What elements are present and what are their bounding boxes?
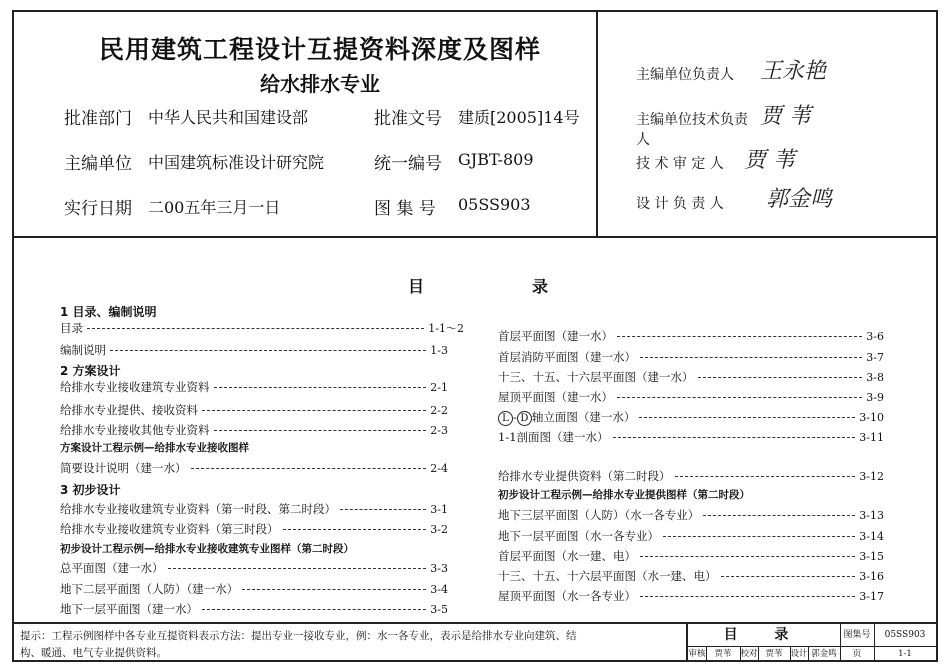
- toc-subheading: 方案设计工程示例—给排水专业接收图样: [60, 442, 249, 454]
- toc-entry-page: 3-7: [866, 350, 884, 364]
- signature-label: 设 计 负 责 人: [636, 196, 724, 212]
- toc-entry[interactable]: [498, 327, 884, 345]
- meta-value-effective-date: 二00五年三月一日: [148, 198, 281, 217]
- leader-dots: [639, 417, 855, 418]
- toc-entry-page: 3-15: [859, 549, 884, 563]
- toc-entry[interactable]: [498, 587, 884, 605]
- review-label: 审核: [688, 646, 707, 662]
- toc-entry-text: 目录: [60, 321, 83, 335]
- atlas-no-value: 05SS903: [874, 624, 936, 647]
- toc-entry-text: 轴立面图（建一水）: [531, 409, 636, 424]
- footer-title-box: [686, 624, 938, 662]
- axis-circle-l: L: [498, 411, 513, 426]
- footer-note-line: 构、暖通、电气专业提供资料。: [20, 647, 167, 659]
- handwritten-signature: 王永艳: [760, 59, 827, 84]
- footer-note-line: 提示：工程示例图样中各专业互提资料表示方法：提出专业一接收专业，例：水一各专业，表示是给排水专业向建筑、结: [20, 630, 577, 642]
- toc-entry-text: 首层消防平面图（建一水）: [498, 350, 636, 364]
- leader-dots: [640, 357, 862, 358]
- toc-entry-page: 3-14: [859, 529, 884, 543]
- toc-entry-text: 屋顶平面图（水一各专业）: [498, 589, 636, 603]
- toc-entry[interactable]: [498, 388, 884, 406]
- toc-entry-text: 给排水专业提供资料（第二时段）: [498, 469, 671, 483]
- toc-entry-text: 给排水专业接收建筑专业资料（第三时段）: [60, 522, 279, 536]
- toc-section-1: 1 目录、编制说明: [60, 305, 157, 319]
- leader-dots: [283, 529, 427, 530]
- signature-label: 主编单位负责人: [636, 67, 734, 83]
- toc-entry[interactable]: [498, 467, 884, 485]
- leader-dots: [617, 336, 862, 337]
- leader-dots: [202, 609, 426, 610]
- handwritten-signature: 贾 苇: [760, 104, 811, 129]
- meta-value-approval-dept: 中华人民共和国建设部: [148, 108, 309, 127]
- toc-entry-text: 首层平面图（水一建、电）: [498, 549, 636, 563]
- footer-note: [20, 628, 600, 662]
- toc-entry-page: 1-1～2: [428, 322, 464, 335]
- toc-entry-page: 3-6: [866, 329, 884, 343]
- toc-entry-page: 2-4: [430, 461, 448, 475]
- footer-box-title: 目 录: [688, 624, 841, 647]
- check-label: 校对: [740, 646, 759, 662]
- leader-dots: [663, 536, 855, 537]
- title-block: [14, 12, 936, 238]
- signature-row: [636, 153, 754, 173]
- meta-label-atlas-no: 图 集 号: [374, 199, 436, 219]
- meta-value-unified-no: GJBT-809: [458, 150, 534, 169]
- toc-entry-page: 3-12: [859, 469, 884, 483]
- toc-entry-page: 3-4: [430, 582, 448, 596]
- toc-entry[interactable]: [498, 368, 884, 386]
- leader-dots: [168, 568, 427, 569]
- leader-dots: [110, 350, 426, 351]
- signature-row: [636, 64, 754, 84]
- toc-section-2: 2 方案设计: [60, 364, 121, 378]
- toc-entry[interactable]: [60, 319, 464, 337]
- toc-entry[interactable]: [498, 348, 884, 366]
- toc-entry[interactable]: [498, 506, 884, 524]
- toc-entry-page: 2-2: [430, 403, 448, 417]
- meta-label-effective-date: 实行日期: [64, 199, 132, 219]
- meta-value-atlas-no: 05SS903: [458, 195, 531, 214]
- title-block-left: [14, 12, 598, 236]
- toc-entry-text: 屋顶平面图（建一水）: [498, 390, 613, 404]
- leader-dots: [242, 589, 426, 590]
- toc-entry-text: 给排水专业接收建筑专业资料: [60, 380, 210, 394]
- toc-entry[interactable]: [60, 580, 448, 598]
- review-name: 贾苇: [706, 646, 741, 662]
- toc-entry-text: 地下三层平面图（人防）（水一各专业）: [498, 508, 700, 522]
- toc-entry-page: 3-13: [859, 508, 884, 522]
- toc-subheading: 初步设计工程示例—给排水专业提供图样（第二时段）: [498, 489, 750, 501]
- toc-entry-text: 给排水专业接收其他专业资料: [60, 423, 210, 437]
- toc-entry[interactable]: [60, 500, 448, 518]
- leader-dots: [191, 468, 427, 469]
- axis-separator: -: [513, 409, 517, 424]
- meta-value-editor: 中国建筑标准设计研究院: [148, 153, 325, 172]
- toc-entry-text: 地下二层平面图（人防）（建一水）: [60, 582, 239, 596]
- footer-title-strip: [14, 622, 936, 662]
- toc-entry-text: 总平面图（建一水）: [60, 561, 164, 575]
- toc-title-left: 目: [408, 277, 425, 296]
- leader-dots: [703, 515, 855, 516]
- toc-entry-text: 给排水专业提供、接收资料: [60, 403, 198, 417]
- toc-entry-page: 3-3: [430, 561, 448, 575]
- leader-dots: [640, 596, 855, 597]
- leader-dots: [214, 387, 427, 388]
- toc-entry[interactable]: [60, 378, 448, 396]
- toc-entry[interactable]: [60, 341, 448, 359]
- handwritten-signature: 贾 苇: [744, 148, 795, 173]
- toc-entry-text: 简要设计说明（建一水）: [60, 461, 187, 475]
- meta-label-unified-no: 统一编号: [374, 154, 442, 174]
- toc-entry-text: 十三、十五、十六层平面图（建一水）: [498, 370, 694, 384]
- toc-entry-text: 地下一层平面图（建一水）: [60, 602, 198, 616]
- toc-entry-page: 1-3: [430, 343, 448, 357]
- toc-entry-page: 3-5: [430, 602, 448, 616]
- toc-entry[interactable]: [498, 408, 884, 426]
- toc-entry[interactable]: [60, 401, 448, 419]
- toc-entry[interactable]: [60, 459, 448, 477]
- toc-entry-text: 十三、十五、十六层平面图（水一建、电）: [498, 569, 717, 583]
- leader-dots: [617, 397, 862, 398]
- meta-label-approval-no: 批准文号: [374, 109, 442, 129]
- toc-entry-page: 3-1: [430, 502, 448, 516]
- leader-dots: [340, 509, 426, 510]
- atlas-title: 民用建筑工程设计互提资料深度及图样: [98, 35, 541, 64]
- toc-entry-page: 3-2: [430, 522, 448, 536]
- leader-dots: [640, 556, 855, 557]
- leader-dots: [214, 430, 427, 431]
- toc-entry-text: 地下一层平面图（水一各专业）: [498, 529, 659, 543]
- signature-row: [636, 193, 754, 213]
- atlas-no-label: 图集号: [840, 624, 875, 647]
- toc-entry-page: 3-17: [859, 589, 884, 603]
- leader-dots: [698, 377, 863, 378]
- toc-entry[interactable]: [498, 527, 884, 545]
- check-name: 贾苇: [758, 646, 791, 662]
- leader-dots: [202, 410, 426, 411]
- toc-entry-page: 2-3: [430, 423, 448, 437]
- toc-entry[interactable]: [60, 600, 448, 618]
- toc-entry-page: 2-1: [430, 380, 448, 394]
- page-value: 1-1: [898, 649, 912, 659]
- meta-label-approval-dept: 批准部门: [64, 109, 132, 129]
- toc-entry-text: 给排水专业接收建筑专业资料（第一时段、第二时段）: [60, 502, 336, 516]
- toc-entry[interactable]: [498, 567, 884, 585]
- toc-entry-page: 3-9: [866, 390, 884, 404]
- drawing-frame: [12, 10, 938, 662]
- toc-subheading: 初步设计工程示例—给排水专业接收建筑专业图样（第二时段）: [60, 543, 354, 555]
- toc-entry[interactable]: [60, 559, 448, 577]
- leader-dots: [613, 437, 856, 438]
- toc-entry-page: 3-8: [866, 370, 884, 384]
- design-name: 郭金鸣: [808, 646, 841, 662]
- toc-entry[interactable]: [60, 520, 448, 538]
- leader-dots: [87, 328, 424, 329]
- toc-entry-text: 首层平面图（建一水）: [498, 329, 613, 343]
- leader-dots: [721, 576, 856, 577]
- meta-label-editor: 主编单位: [64, 154, 132, 174]
- signature-label: 技 术 审 定 人: [636, 156, 724, 172]
- atlas-subtitle: 给水排水专业: [260, 72, 380, 96]
- signature-label: 主编单位技术负责人: [636, 112, 748, 148]
- design-label: 设计: [790, 646, 809, 662]
- axis-circle-d: D: [517, 411, 532, 426]
- toc-entry-page: 3-16: [859, 569, 884, 583]
- handwritten-signature: 郭金鸣: [766, 187, 833, 212]
- page-label: 页: [840, 646, 875, 662]
- toc-entry[interactable]: [498, 547, 884, 565]
- toc-entry[interactable]: [60, 421, 448, 439]
- signature-row: [636, 109, 754, 149]
- toc-entry[interactable]: [498, 428, 884, 446]
- meta-value-approval-no: 建质[2005]14号: [458, 108, 580, 127]
- toc-entry-text: 1-1剖面图（建一水）: [498, 430, 609, 444]
- leader-dots: [675, 476, 856, 477]
- toc-section-3: 3 初步设计: [60, 483, 121, 497]
- axis-label: [498, 409, 635, 426]
- toc-title-right: 录: [532, 277, 549, 296]
- toc-entry-page: 3-11: [859, 430, 884, 444]
- toc-entry-page: 3-10: [859, 410, 884, 424]
- toc-entry-text: 编制说明: [60, 343, 106, 357]
